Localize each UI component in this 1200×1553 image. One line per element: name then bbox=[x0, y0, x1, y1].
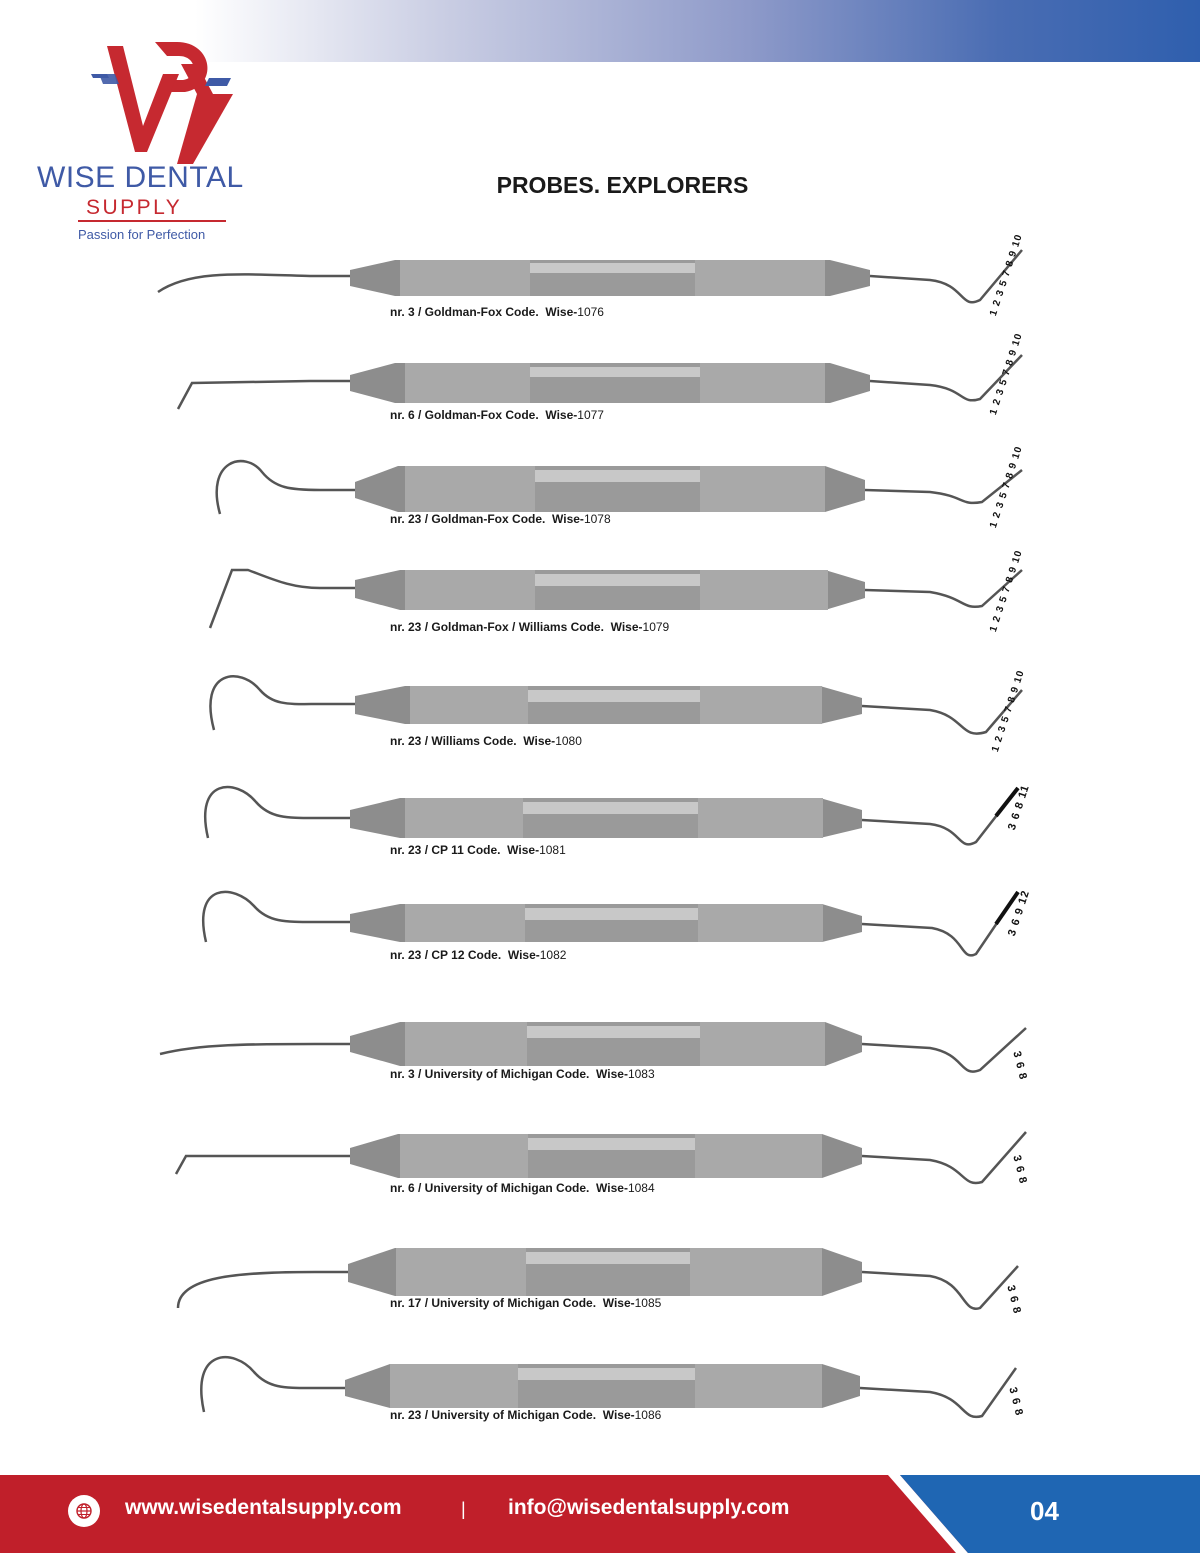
product-code-number: 1076 bbox=[577, 305, 604, 319]
product-name: nr. 6 / Goldman-Fox Code. bbox=[390, 408, 539, 422]
probe-markings: 1 2 3 5 7 8 9 10 bbox=[990, 668, 1027, 754]
footer-website-link[interactable]: www.wisedentalsupply.com bbox=[125, 1496, 402, 1519]
product-name: nr. 23 / University of Michigan Code. bbox=[390, 1408, 597, 1422]
probe-instrument-image bbox=[150, 1118, 1050, 1228]
product-code-number: 1079 bbox=[642, 620, 670, 634]
product-code-number: 1085 bbox=[634, 1296, 662, 1310]
product-name: nr. 23 / CP 12 Code. bbox=[390, 948, 502, 962]
product-label bbox=[390, 620, 669, 634]
probe-markings: 3 6 8 bbox=[1010, 1050, 1030, 1082]
product-code-number: 1078 bbox=[583, 512, 611, 526]
product-item bbox=[150, 878, 1050, 998]
probe-markings: 3 6 8 bbox=[1006, 1386, 1026, 1418]
probe-instrument-image bbox=[150, 772, 1050, 882]
probe-instrument-image bbox=[150, 1000, 1050, 1110]
page-title: PROBES. EXPLORERS bbox=[496, 172, 749, 198]
product-label bbox=[390, 1296, 661, 1310]
product-name: nr. 23 / Williams Code. bbox=[390, 734, 517, 748]
product-code-prefix: Wise- bbox=[545, 305, 578, 319]
probe-instrument-image bbox=[150, 230, 1050, 340]
probe-instrument-image bbox=[150, 1346, 1050, 1456]
probe-markings: 3 6 8 bbox=[1010, 1154, 1030, 1186]
page-footer bbox=[0, 1475, 1200, 1553]
product-code-prefix: Wise- bbox=[602, 1296, 635, 1310]
product-name: nr. 17 / University of Michigan Code. bbox=[390, 1296, 597, 1310]
probe-instrument-image bbox=[150, 548, 1050, 658]
product-code-prefix: Wise- bbox=[507, 843, 540, 857]
probe-instrument-image bbox=[150, 440, 1050, 550]
product-item bbox=[150, 1118, 1050, 1238]
product-name: nr. 6 / University of Michigan Code. bbox=[390, 1181, 590, 1195]
product-label bbox=[390, 408, 604, 422]
product-item bbox=[150, 230, 1050, 350]
product-item bbox=[150, 660, 1050, 780]
probe-instrument-image bbox=[150, 878, 1050, 988]
product-code-prefix: Wise- bbox=[507, 948, 540, 962]
product-item bbox=[150, 440, 1050, 560]
logo-tagline: Passion for Perfection bbox=[78, 227, 206, 242]
logo-brand-name: WISE DENTAL bbox=[37, 161, 244, 194]
product-code-number: 1080 bbox=[555, 734, 582, 748]
probe-instrument-image bbox=[150, 660, 1050, 770]
product-label bbox=[390, 948, 566, 962]
product-label bbox=[390, 305, 604, 319]
product-item bbox=[150, 1346, 1050, 1466]
product-name: nr. 3 / University of Michigan Code. bbox=[390, 1067, 590, 1081]
product-code-prefix: Wise- bbox=[552, 512, 584, 526]
product-code-number: 1082 bbox=[539, 948, 567, 962]
probe-markings: 1 2 3 5 7 8 9 10 bbox=[988, 444, 1025, 530]
product-name: nr. 3 / Goldman-Fox Code. bbox=[390, 305, 539, 319]
product-code-number: 1083 bbox=[627, 1067, 655, 1081]
product-label bbox=[390, 1067, 655, 1081]
footer-email-link[interactable]: info@wisedentalsupply.com bbox=[508, 1496, 790, 1519]
page-number: 04 bbox=[1030, 1496, 1059, 1526]
product-code-prefix: Wise- bbox=[596, 1067, 628, 1081]
product-name: nr. 23 / Goldman-Fox Code. bbox=[390, 512, 546, 526]
probe-markings: 3 6 8 bbox=[1004, 1284, 1024, 1316]
product-label bbox=[390, 512, 611, 526]
product-code-prefix: Wise- bbox=[610, 620, 643, 634]
product-name: nr. 23 / CP 11 Code. bbox=[390, 843, 501, 857]
probe-instrument-image bbox=[150, 1232, 1050, 1342]
probe-markings: 3 6 9 12 bbox=[1006, 888, 1033, 938]
probe-markings: 1 2 3 5 7 8 9 10 bbox=[988, 548, 1025, 634]
probe-instrument-image bbox=[150, 335, 1050, 445]
product-code-number: 1086 bbox=[634, 1408, 662, 1422]
probe-markings: 1 2 3 5 7 8 9 10 bbox=[988, 331, 1025, 417]
probe-markings: 3 6 8 11 bbox=[1006, 783, 1032, 832]
product-code-prefix: Wise- bbox=[545, 408, 578, 422]
product-code-prefix: Wise- bbox=[523, 734, 556, 748]
product-label bbox=[390, 734, 582, 748]
product-code-prefix: Wise- bbox=[596, 1181, 628, 1195]
logo-supply-text: SUPPLY bbox=[86, 196, 183, 219]
product-item bbox=[150, 1000, 1050, 1120]
product-label bbox=[390, 843, 566, 857]
product-code-number: 1084 bbox=[627, 1181, 655, 1195]
product-item bbox=[150, 548, 1050, 668]
product-code-number: 1081 bbox=[539, 843, 566, 857]
product-label bbox=[390, 1408, 661, 1422]
product-code-number: 1077 bbox=[577, 408, 604, 422]
product-item bbox=[150, 1232, 1050, 1352]
globe-icon bbox=[68, 1495, 100, 1527]
product-item bbox=[150, 772, 1050, 892]
product-label bbox=[390, 1181, 655, 1195]
product-code-prefix: Wise- bbox=[602, 1408, 635, 1422]
probe-markings: 1 2 3 5 7 8 9 10 bbox=[988, 232, 1025, 318]
product-item bbox=[150, 331, 1050, 455]
product-name: nr. 23 / Goldman-Fox / Williams Code. bbox=[390, 620, 604, 634]
footer-separator: | bbox=[461, 1499, 466, 1519]
